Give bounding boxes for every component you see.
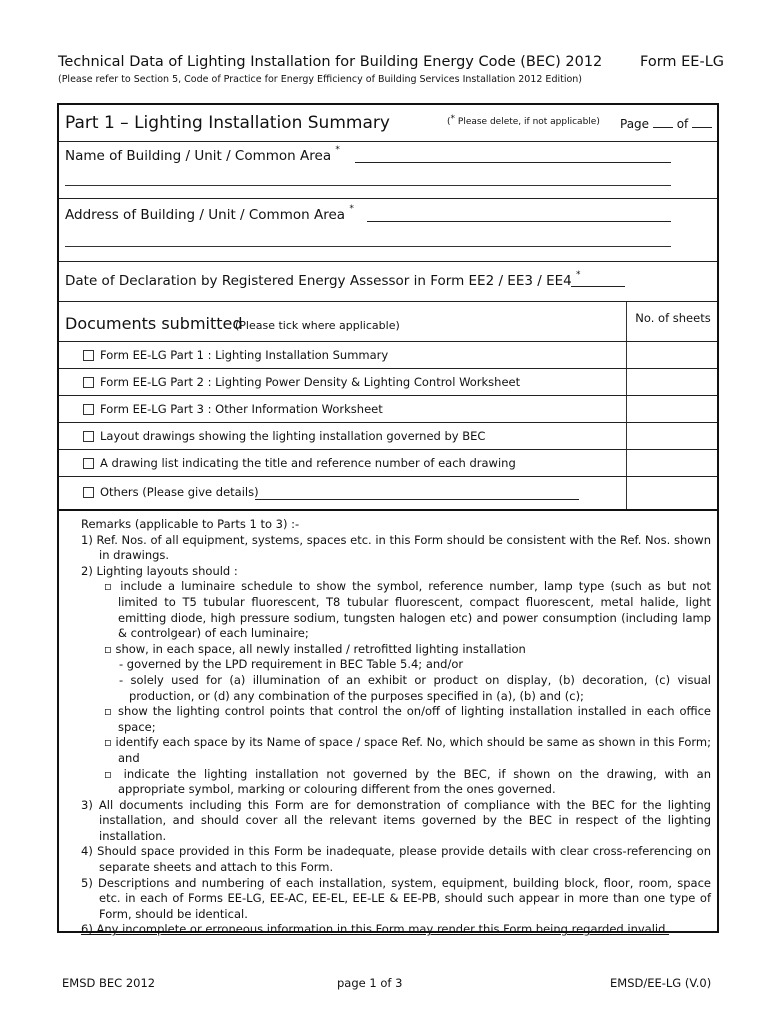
document-item: A drawing list indicating the title and reference number of each drawing [59,450,717,477]
documents-header [59,302,717,342]
sheets-header: No. of sheets [626,302,719,341]
sheets-field[interactable] [626,477,719,509]
date-label: Date of Declaration by Registered Energy Assessor in Form EE2 / EE3 / EE4 [65,273,572,289]
remarks-title: Remarks (applicable to Parts 1 to 3) :- [81,517,300,531]
documents-hint: (Please tick where applicable) [235,319,400,332]
checkbox[interactable] [83,487,94,498]
remark-item: 4) Should space provided in this Form be inadequate, please provide details with clear cross-referencing on separate sheets and attach to this Form. [81,844,711,875]
form-subtitle: (Please refer to Section 5, Code of Practice for Energy Efficiency of Building Services Installation 2012 Edition) [58,74,583,85]
date-row: Date of Declaration by Registered Energy Assessor in Form EE2 / EE3 / EE4 * [59,262,717,302]
documents-title: Documents submitted [65,314,243,333]
checkbox[interactable] [83,404,94,415]
address-field[interactable] [367,221,671,222]
footer-right: EMSD/EE-LG (V.0) [610,976,712,990]
part-title: Part 1 – Lighting Installation Summary [65,113,390,133]
footer-page: page 1 of 3 [337,976,403,990]
remark-item: 5) Descriptions and numbering of each installation, system, equipment, building block, floor, room, space etc. in each of Forms EE-LG, EE-AC, EE-EL, EE-LE & EE-PB, should such appear in more than one type of Form, should be identical. [81,875,711,921]
footer-left: EMSD BEC 2012 [62,976,156,990]
document-item-others: Others (Please give details) [59,477,717,511]
remark-bullet: ▫ identify each space by its Name of space / space Ref. No, which should be same as shown in this Form; and [104,735,711,765]
checkbox[interactable] [83,377,94,388]
remark-bullet: ▫ indicate the lighting installation not governed by the BEC, if shown on the drawing, with an appropriate symbol, marking or colouring different from the ones governed. [104,766,711,797]
remark-item: 1) Ref. Nos. of all equipment, systems, spaces etc. in this Form should be consistent with the Ref. Nos. shown in drawings. [81,532,711,563]
others-details-field[interactable] [255,499,579,500]
remark-bullet: ▫ show, in each space, all newly installed / retrofitted lighting installation [104,641,526,656]
sheets-field[interactable] [626,423,719,449]
remark-item: 6) Any incomplete or erroneous information in this Form may render this Form being regarded invalid. [81,922,670,937]
document-item: Layout drawings showing the lighting installation governed by BEC [59,423,717,450]
part-header [59,105,717,142]
checkbox[interactable] [83,350,94,361]
sheets-field[interactable] [626,450,719,476]
remark-item: 2) Lighting layouts should : [81,563,238,578]
address-row: Address of Building / Unit / Common Area * [59,199,717,262]
remark-bullet: ▫ show the lighting control points that control the on/off of lighting installation installed in each office space; [104,704,711,734]
checkbox[interactable] [83,431,94,442]
remark-subitem: - governed by the LPD requirement in BEC Table 5.4; and/or [119,657,464,672]
sheets-field[interactable] [626,342,719,368]
address-label: Address of Building / Unit / Common Area [65,207,346,223]
building-name-label: Name of Building / Unit / Common Area [65,148,332,164]
building-name-row: Name of Building / Unit / Common Area * [59,142,717,199]
form-title: Technical Data of Lighting Installation for Building Energy Code (BEC) 2012 [58,54,603,70]
remark-subitem: - solely used for (a) illumination of an exhibit or product on display, (b) decoration, (c) visual production, or (d) any combination of the purposes specified in (a), (b) and (c); [119,672,711,703]
page-number-field[interactable] [653,127,673,128]
sheets-field[interactable] [626,396,719,422]
form-id: Form EE-LG [640,54,725,70]
checkbox[interactable] [83,458,94,469]
page-counter: Page of [620,117,712,131]
remark-item: 3) All documents including this Form are for demonstration of compliance with the BEC for the lighting installation, and should cover all the relevant items governed by the BEC in respect of the lighting installation. [81,797,711,843]
document-item: Form EE-LG Part 3 : Other Information Worksheet [59,396,717,423]
building-name-field-line2[interactable] [65,185,671,186]
document-item: Form EE-LG Part 1 : Lighting Installation Summary [59,342,717,369]
form-box [57,103,719,937]
sheets-field[interactable] [626,369,719,395]
address-field-line2[interactable] [65,246,671,247]
remark-bullet: ▫ include a luminaire schedule to show the symbol, reference number, lamp type (such as but not limited to T5 tubular fluorescent, T8 tubular fluorescent, compact fluorescent, metal halide, light emitting diode, high pressure sodium, tungsten halogen etc) and power consumption (including lamp & controlgear) of each luminaire; [104,579,711,641]
delete-note: (* Please delete, if not applicable) [447,114,600,127]
page-total-field[interactable] [692,127,712,128]
remarks [67,517,711,938]
building-name-field[interactable] [355,162,671,163]
date-field[interactable] [571,286,625,287]
document-item: Form EE-LG Part 2 : Lighting Power Density & Lighting Control Worksheet [59,369,717,396]
